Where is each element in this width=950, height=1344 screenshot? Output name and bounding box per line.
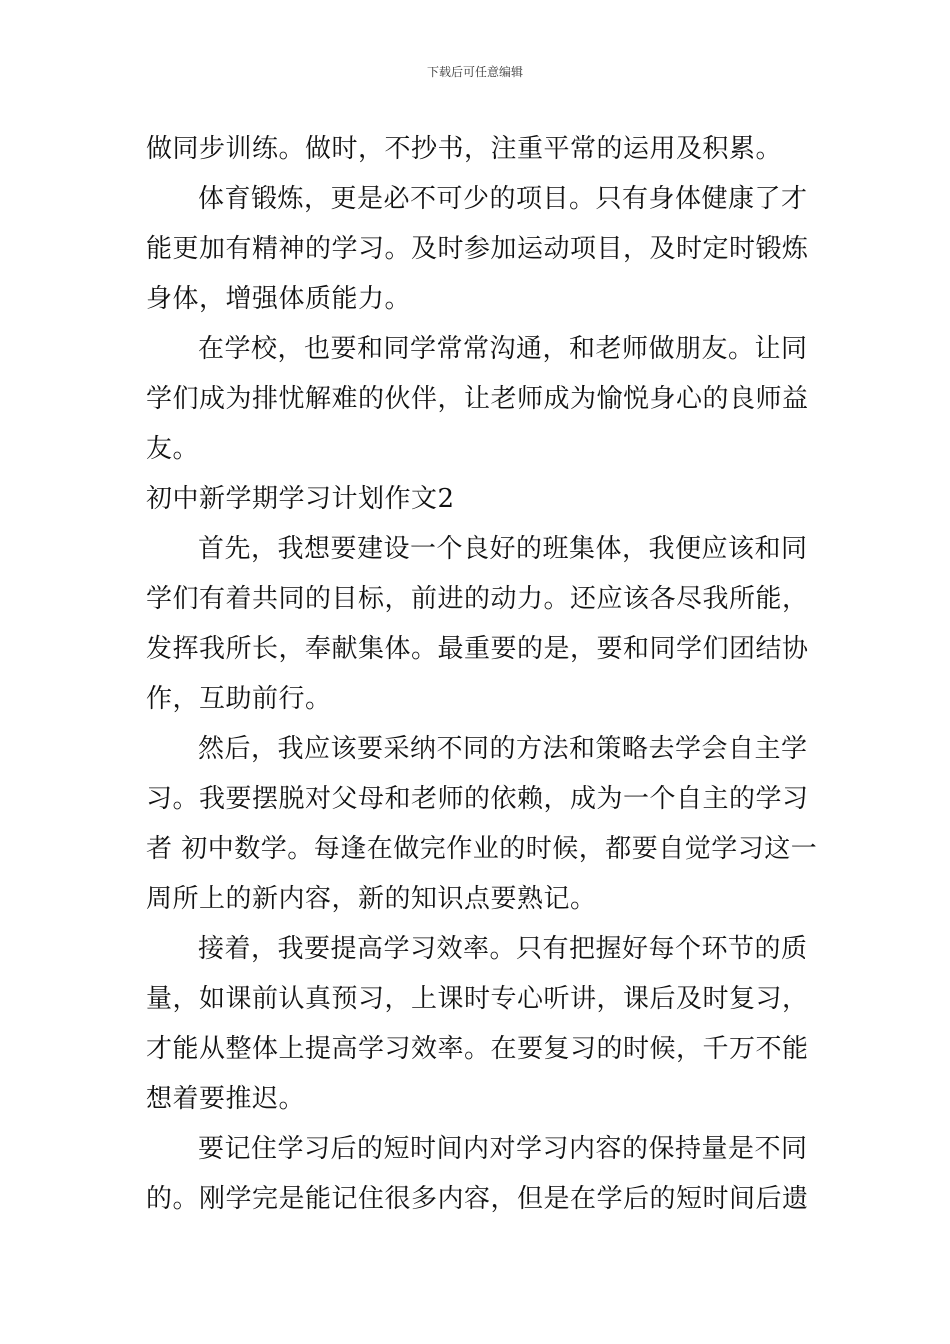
text-line-11: 发挥我所长，奉献集体。最重要的是，要和同学们团结协 — [146, 634, 809, 664]
text-line-18: 量，如课前认真预习，上课时专心听讲，课后及时复习， — [146, 984, 809, 1014]
text-line-5: 在学校，也要和同学常常沟通，和老师做朋友。让同 — [198, 334, 808, 364]
text-line-10: 学们有着共同的目标，前进的动力。还应该各尽我所能， — [146, 584, 809, 614]
text-line-2: 体育锻炼，更是必不可少的项目。只有身体健康了才 — [198, 184, 808, 214]
text-line-6: 学们成为排忧解难的伙伴，让老师成为愉悦身心的良师益 — [146, 384, 809, 414]
text-line-1: 做同步训练。做时，不抄书，注重平常的运用及积累。 — [146, 134, 783, 164]
section-heading: 初中新学期学习计划作文2 — [146, 484, 455, 514]
text-line-17: 接着，我要提高学习效率。只有把握好每个环节的质 — [198, 934, 808, 964]
document-body — [146, 124, 818, 1224]
text-line-3: 能更加有精神的学习。及时参加运动项目，及时定时锻炼 — [146, 234, 809, 264]
text-line-16: 周所上的新内容，新的知识点要熟记。 — [146, 884, 597, 914]
page-header: 下载后可任意编辑 — [426, 65, 523, 79]
text-line-9: 首先，我想要建设一个良好的班集体，我便应该和同 — [198, 534, 808, 564]
text-line-15: 者 初中数学。每逢在做完作业的时候，都要自觉学习这一 — [146, 834, 818, 864]
text-line-12: 作，互助前行。 — [146, 684, 332, 714]
text-line-13: 然后，我应该要采纳不同的方法和策略去学会自主学 — [198, 734, 808, 764]
text-line-7: 友。 — [146, 434, 200, 464]
text-line-20: 想着要推迟。 — [146, 1084, 306, 1114]
text-line-21: 要记住学习后的短时间内对学习内容的保持量是不同 — [198, 1134, 808, 1164]
text-line-4: 身体，增强体质能力。 — [146, 284, 412, 314]
text-line-14: 习。我要摆脱对父母和老师的依赖，成为一个自主的学习 — [146, 784, 809, 814]
text-line-19: 才能从整体上提高学习效率。在要复习的时候，千万不能 — [146, 1034, 809, 1064]
text-line-22: 的。刚学完是能记住很多内容，但是在学后的短时间后遗 — [146, 1184, 809, 1214]
